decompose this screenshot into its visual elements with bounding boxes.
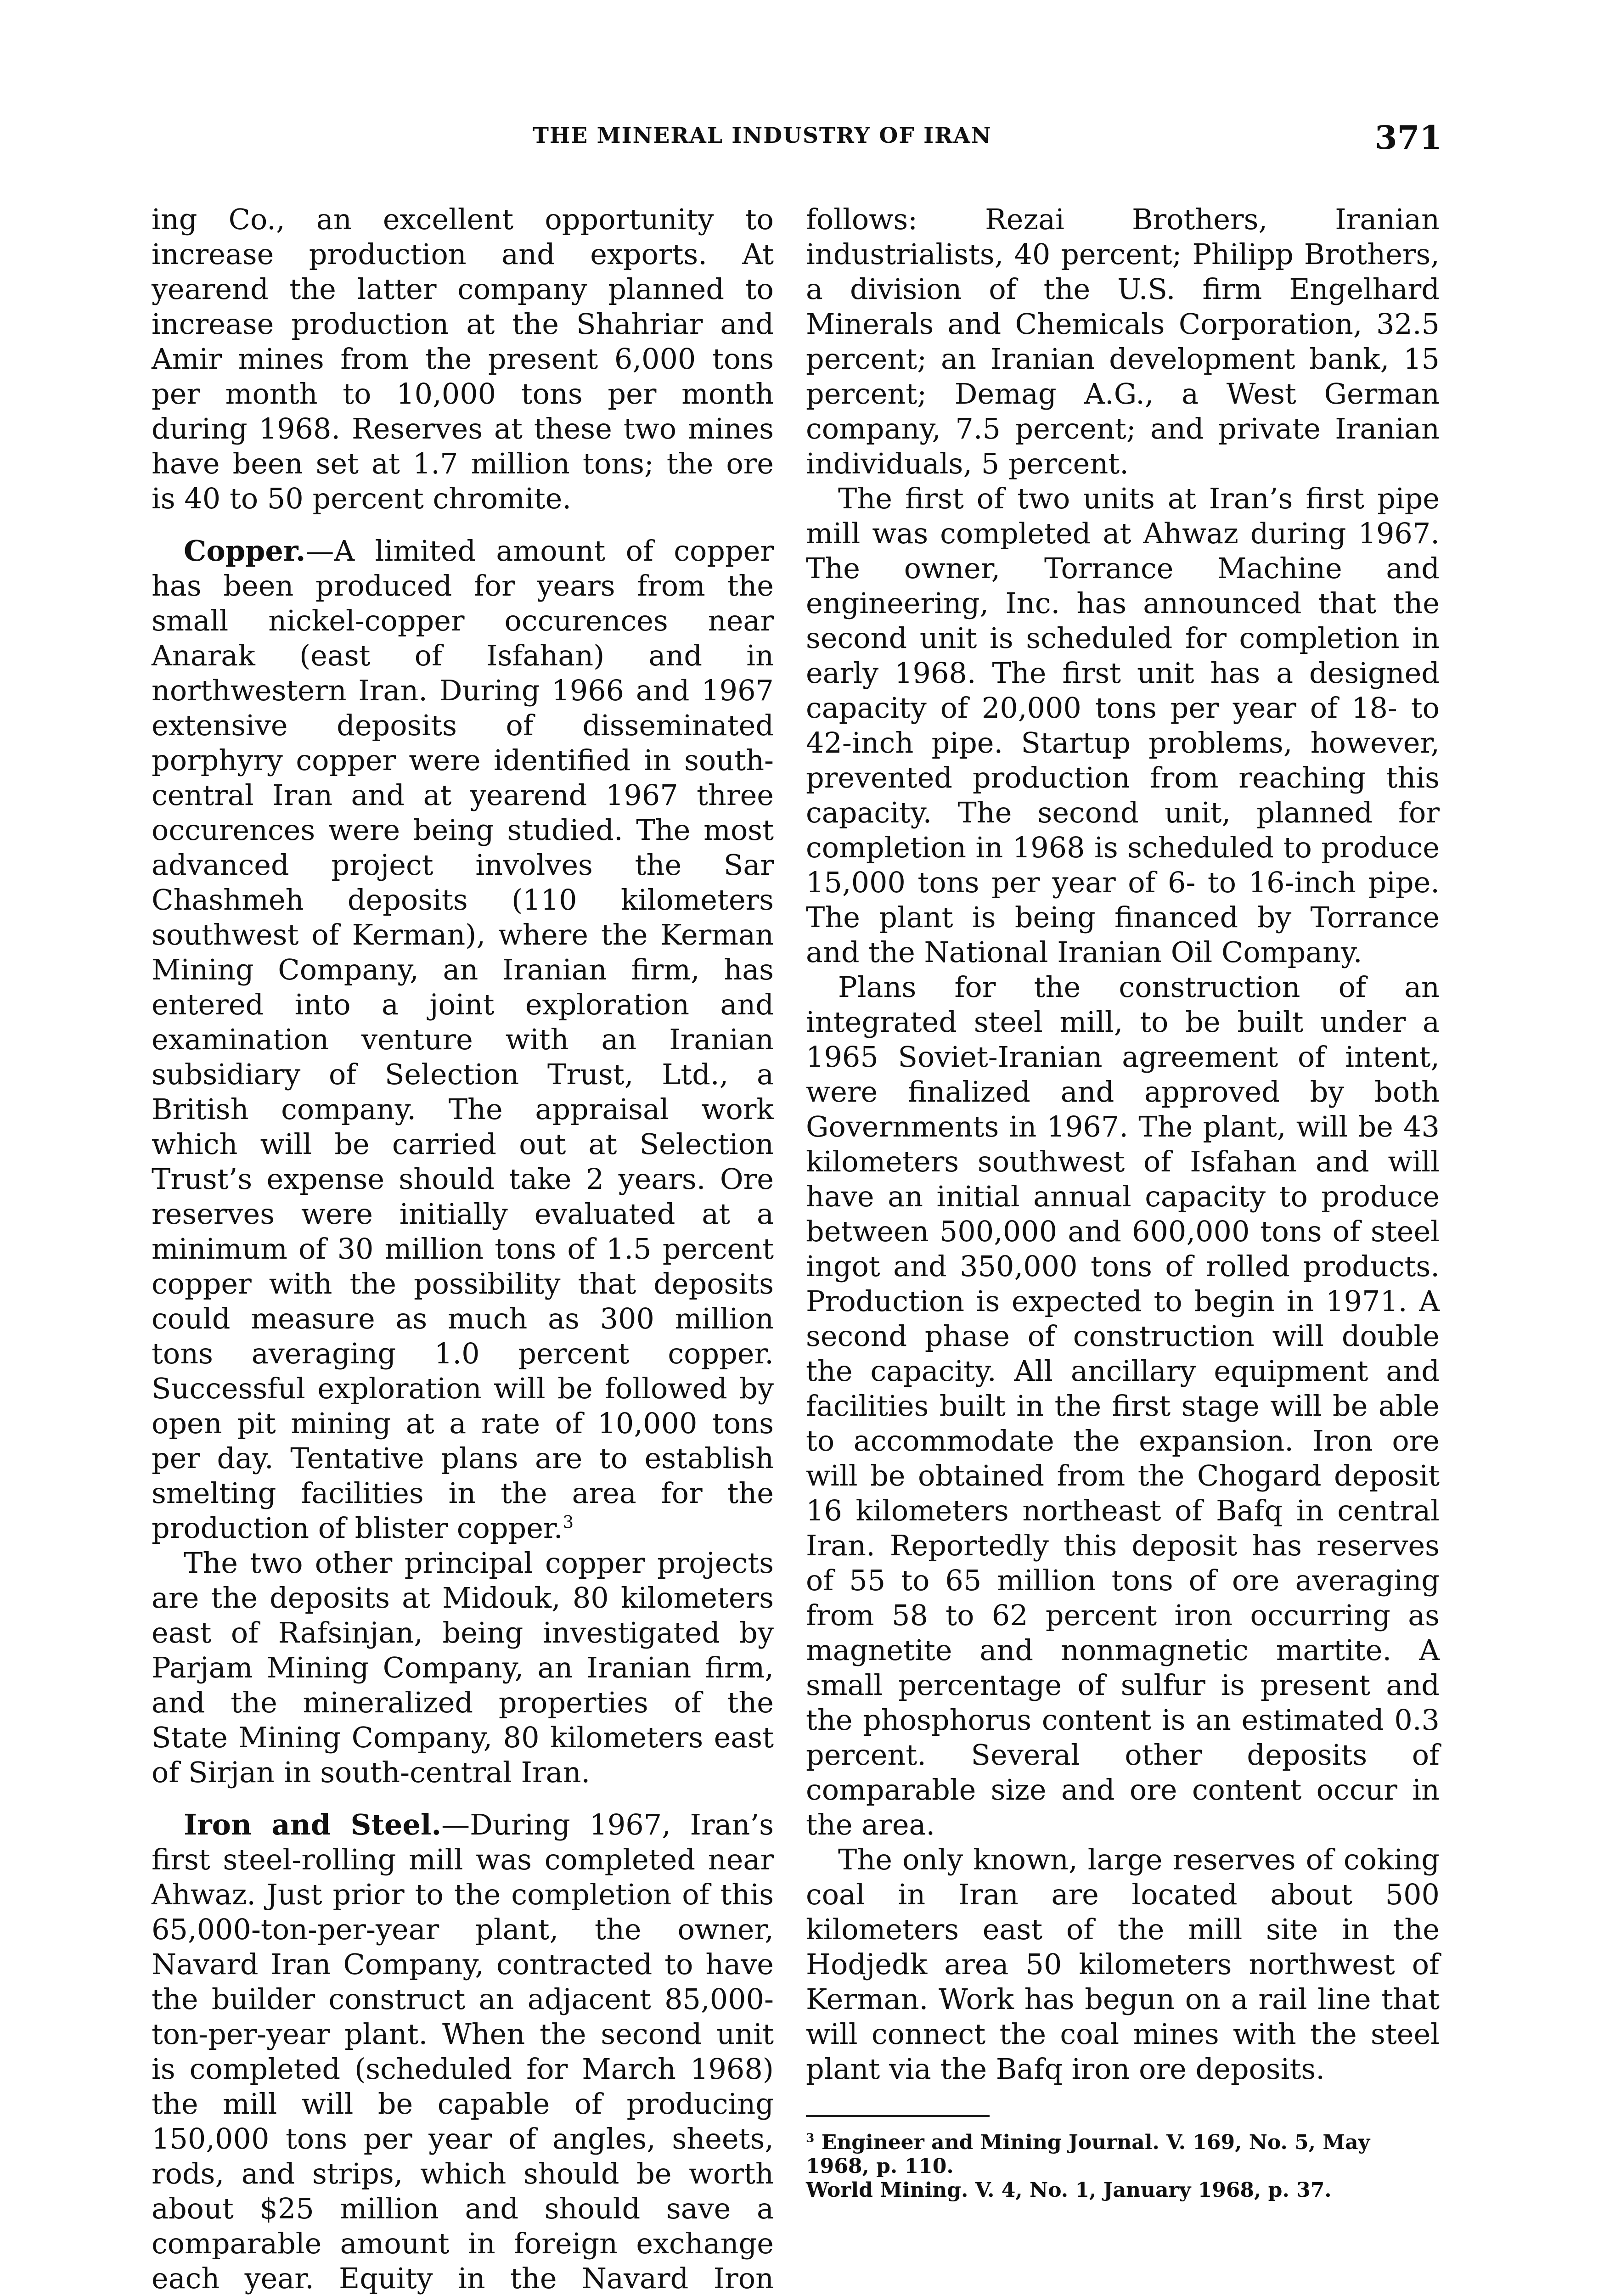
iron-steel-heading: Iron and Steel. xyxy=(184,1808,442,1841)
pipe-mill-paragraph: The first of two units at Iran’s first pipe mill was completed at Ahwaz during 1967. The owner, Torrance Machine and engineering, Inc. has announced that the second unit is scheduled for completion in early 1968. The first unit has a designed capacity of 20,000 tons per year of 18- to 42-inch pipe. Startup problems, however, prevented production from reaching this capacity. The second unit, planned for completion in 1968 is scheduled to produce 15,000 tons per year of 6- to 16-inch pipe. The plant is being financed by Torrance and the National Iranian Oil Company. xyxy=(806,482,1440,969)
equity-continuation-paragraph: follows: Rezai Brothers, Iranian industrialists, 40 percent; Philipp Brothers, a division of the U.S. firm Engelhard Minerals and Chemicals Corporation, 32.5 percent; an Iranian development bank, 15 percent; Demag A.G., a West German company, 7.5 percent; and private Iranian individuals, 5 percent. xyxy=(806,203,1440,480)
copper-paragraph-2: The two other principal copper projects are the deposits at Midouk, 80 kilometers east of Rafsinjan, being investigated by Parjam Mining Company, an Iranian firm, and the mineralized properties of the State Mining Company, 80 kilometers east of Sirjan in south-central Iran. xyxy=(152,1546,774,1789)
iron-steel-paragraph-1-text: —During 1967, Iran’s first steel-rolling mill was completed near Ahwaz. Just prior to the completion of this 65,000-ton-per-year plant, the owner, Navard Iran Company, contracted to have the builder construct an adjacent 85,000-ton-per-year plant. When the second unit is completed (scheduled for March 1968) the mill will be capable of producing 150,000 tons per year of angles, sheets, rods, and strips, which should be worth about $25 million and should save a comparable amount in foreign exchange each year. Equity in the Navard Iron xyxy=(152,1808,774,2295)
page-number: 371 xyxy=(1374,118,1442,157)
left-column xyxy=(152,202,774,2296)
page-header xyxy=(156,118,1442,174)
footnote-3-text: Engineer and Mining Journal. V. 169, No. 5, May 1968, p. 110. xyxy=(806,2131,1370,2178)
running-head: THE MINERAL INDUSTRY OF IRAN xyxy=(533,123,992,148)
copper-paragraph-1-text: —A limited amount of copper has been produced for years from the small nickel-copper occurences near Anarak (east of Isfahan) and in northwestern Iran. During 1966 and 1967 extensive deposits of disseminated porphyry copper were identified in south-central Iran and at yearend 1967 three occurences were being studied. The most advanced project involves the Sar Chashmeh deposits (110 kilometers southwest of Kerman), where the Kerman Mining Company, an Iranian firm, has entered into a joint exploration and examination venture with an Iranian subsidiary of Selection Trust, Ltd., a British company. The appraisal work which will be carried out at Selection Trust’s expense should take 2 years. Ore reserves were initially evaluated at a minimum of 30 million tons of 1.5 percent copper with the possibility that deposits could measure as much as 300 million tons averaging 1.0 percent copper. Successful exploration will be followed by open pit mining at a rate of 10,000 tons per day. Tentative plans are to establish smelting facilities in the area for the production of blister copper. xyxy=(152,534,774,1545)
footnote-3 xyxy=(806,2131,1440,2178)
footnote-ref-3: 3 xyxy=(563,1512,574,1532)
footnote-divider xyxy=(806,2115,990,2117)
copper-heading: Copper. xyxy=(184,534,306,568)
footnotes xyxy=(806,2131,1440,2202)
chromite-continuation-paragraph: ing Co., an excellent opportunity to increase production and exports. At yearend the latter company planned to increase production at the Shahriar and Amir mines from the present 6,000 tons per month to 10,000 tons per month during 1968. Reserves at these two mines have been set at 1.7 million tons; the ore is 40 to 50 percent chromite. xyxy=(152,203,774,515)
coking-coal-paragraph: The only known, large reserves of coking coal in Iran are located about 500 kilometers east of the mill site in the Hodjedk area 50 kilometers northwest of Kerman. Work has begun on a rail line that will connect the coal mines with the steel plant via the Bafq iron ore deposits. xyxy=(806,1843,1440,2086)
copper-paragraph-1 xyxy=(152,534,774,1546)
iron-steel-paragraph-1 xyxy=(152,1807,774,2296)
right-column xyxy=(806,202,1440,2202)
footnote-3-marker: 3 xyxy=(806,2131,815,2145)
integrated-steel-mill-paragraph: Plans for the construction of an integrated steel mill, to be built under a 1965 Soviet-Iranian agreement of intent, were finalized and approved by both Governments in 1967. The plant, will be 43 kilometers southwest of Isfahan and will have an initial annual capacity to produce between 500,000 and 600,000 tons of steel ingot and 350,000 tons of rolled products. Production is expected to begin in 1971. A second phase of construction will double the capacity. All ancillary equipment and facilities built in the first stage will be able to accommodate the expansion. Iron ore will be obtained from the Chogard deposit 16 kilometers northeast of Bafq in central Iran. Reportedly this deposit has reserves of 55 to 65 million tons of ore averaging from 58 to 62 percent iron occurring as magnetite and nonmagnetic martite. A small percentage of sulfur is present and the phosphorus content is an estimated 0.3 percent. Several other deposits of comparable size and ore content occur in the area. xyxy=(806,970,1440,1841)
footnote-3-second-source: World Mining. V. 4, No. 1, January 1968, p. 37. xyxy=(806,2178,1332,2202)
